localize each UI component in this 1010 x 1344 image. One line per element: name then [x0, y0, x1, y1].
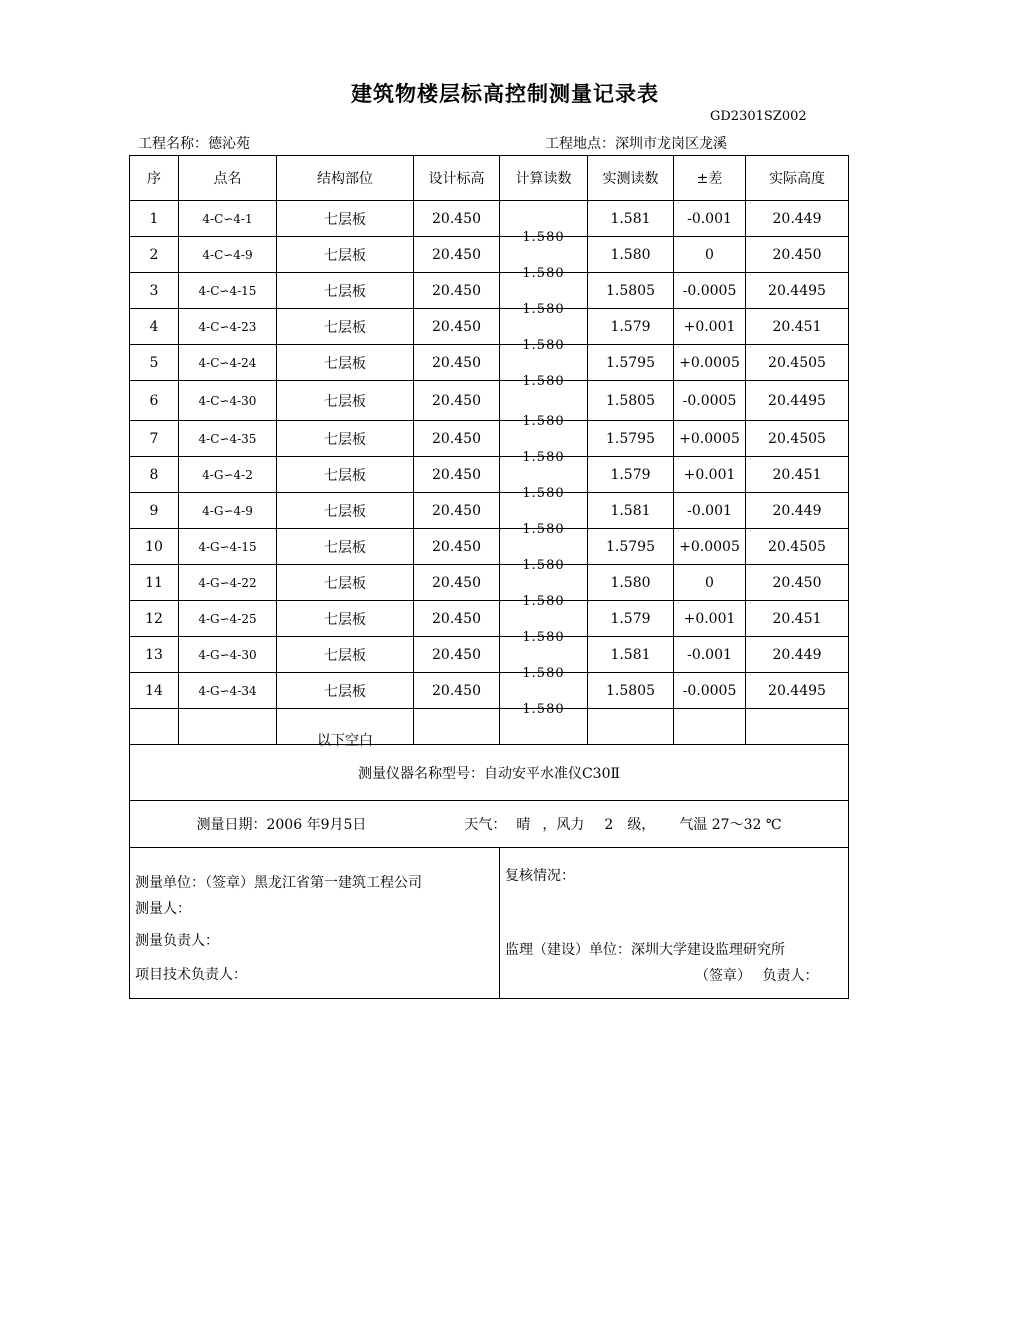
cell-diff: -0.001 [674, 493, 746, 529]
cell-design: 20.450 [414, 493, 500, 529]
cell-point: 4-C∽4-30 [179, 381, 277, 421]
cell-point: 4-C∽4-9 [179, 237, 277, 273]
cell-no: 1 [130, 201, 179, 237]
blank-row [130, 709, 849, 745]
table-row [130, 345, 849, 381]
cell-design: 20.450 [414, 421, 500, 457]
date-row [130, 801, 849, 848]
cell-calc [500, 345, 588, 389]
calc-reading: 1.580 [522, 302, 565, 317]
survey-unit: 测量单位：（签章）黑龙江省第一建筑工程公司 [135, 875, 422, 891]
cell-calc [500, 273, 588, 317]
cell-design: 20.450 [414, 637, 500, 673]
cell-point: 4-C∽4-24 [179, 345, 277, 381]
table-row [130, 309, 849, 345]
cell-design: 20.450 [414, 601, 500, 637]
cell-actual: 20.450 [746, 565, 849, 601]
cell-no: 9 [130, 493, 179, 529]
empty-cell [674, 709, 746, 745]
cell-part: 七层板 [277, 201, 414, 237]
calc-reading: 1.580 [522, 702, 565, 717]
calc-reading: 1.580 [522, 374, 565, 389]
cell-part: 七层板 [277, 237, 414, 273]
header-cell: ±差 [674, 156, 746, 201]
review-cell [500, 848, 849, 999]
calc-reading: 1.580 [522, 486, 565, 501]
cell-design: 20.450 [414, 273, 500, 309]
cell-point: 4-G∽4-2 [179, 457, 277, 493]
cell-diff: -0.001 [674, 201, 746, 237]
project-location: 工程地点：深圳市龙岗区龙溪 [545, 136, 727, 152]
project-name: 工程名称：德沁苑 [138, 136, 250, 152]
calc-reading: 1.580 [522, 450, 565, 465]
cell-part: 七层板 [277, 493, 414, 529]
weather-value: 晴 [516, 817, 531, 833]
cell-design: 20.450 [414, 381, 500, 421]
calc-reading: 1.580 [522, 630, 565, 645]
cell-actual: 20.4495 [746, 381, 849, 421]
empty-cell [130, 709, 179, 745]
supervisor-unit: 监理（建设）单位：深圳大学建设监理研究所 [505, 942, 785, 958]
cell-actual: 20.449 [746, 201, 849, 237]
cell-actual: 20.4495 [746, 273, 849, 309]
cell-point: 4-C∽4-23 [179, 309, 277, 345]
cell-actual: 20.4505 [746, 529, 849, 565]
cell-actual: 20.451 [746, 457, 849, 493]
cell-part: 七层板 [277, 601, 414, 637]
cell-calc [500, 565, 588, 609]
cell-actual: 20.451 [746, 601, 849, 637]
calc-reading: 1.580 [522, 266, 565, 281]
table-row [130, 237, 849, 273]
table-row [130, 529, 849, 565]
document-code: GD2301SZ002 [710, 109, 807, 124]
cell-actual: 20.4505 [746, 421, 849, 457]
cell-diff: +0.001 [674, 601, 746, 637]
header-cell: 结构部位 [277, 156, 414, 201]
cell-point: 4-G∽4-9 [179, 493, 277, 529]
wind-level: 2 [604, 817, 614, 833]
cell-design: 20.450 [414, 673, 500, 709]
cell-actual: 20.449 [746, 637, 849, 673]
table-row [130, 273, 849, 309]
signature-row [130, 848, 849, 999]
table-row [130, 601, 849, 637]
table-row [130, 637, 849, 673]
surveyor: 测量人： [135, 901, 191, 917]
table-row [130, 493, 849, 529]
cell-no: 2 [130, 237, 179, 273]
wind-label: ，风力 [542, 817, 585, 833]
cell-calc [500, 601, 588, 645]
supervisor-stamp: （签章） 负责人： [695, 968, 819, 984]
page-title: 建筑物楼层标高控制测量记录表 [351, 82, 659, 106]
cell-diff: 0 [674, 237, 746, 273]
cell-calc [500, 673, 588, 717]
cell-measured: 1.5805 [588, 673, 674, 709]
cell-calc [500, 201, 588, 245]
survey-leader: 测量负责人： [135, 933, 219, 949]
cell-measured: 1.581 [588, 493, 674, 529]
weather-label: 天气： [464, 817, 507, 833]
cell-part: 七层板 [277, 565, 414, 601]
calc-reading: 1.580 [522, 594, 565, 609]
cell-part: 七层板 [277, 381, 414, 421]
cell-no: 4 [130, 309, 179, 345]
cell-calc [500, 237, 588, 281]
survey-unit-cell [130, 848, 500, 999]
temperature: 气温 27～32 ℃ [679, 817, 782, 833]
cell-no: 8 [130, 457, 179, 493]
cell-design: 20.450 [414, 237, 500, 273]
empty-cell [179, 709, 277, 745]
instrument-row [130, 745, 849, 801]
cell-part: 七层板 [277, 637, 414, 673]
cell-measured: 1.5795 [588, 345, 674, 381]
table-row [130, 457, 849, 493]
calc-reading: 1.580 [522, 558, 565, 573]
cell-diff: +0.0005 [674, 529, 746, 565]
cell-point: 4-G∽4-30 [179, 637, 277, 673]
table-row [130, 565, 849, 601]
survey-date: 测量日期：2006 年9月5日 [196, 817, 367, 833]
cell-no: 3 [130, 273, 179, 309]
cell-no: 6 [130, 381, 179, 421]
cell-part: 七层板 [277, 421, 414, 457]
cell-point: 4-C∽4-15 [179, 273, 277, 309]
cell-design: 20.450 [414, 529, 500, 565]
cell-actual: 20.450 [746, 237, 849, 273]
cell-calc [500, 421, 588, 465]
cell-point: 4-G∽4-34 [179, 673, 277, 709]
empty-cell [746, 709, 849, 745]
cell-part: 七层板 [277, 309, 414, 345]
cell-measured: 1.580 [588, 565, 674, 601]
cell-actual: 20.4505 [746, 345, 849, 381]
cell-calc [500, 381, 588, 429]
table-row [130, 381, 849, 421]
cell-calc [500, 493, 588, 537]
cell-measured: 1.579 [588, 457, 674, 493]
cell-diff: +0.001 [674, 309, 746, 345]
header-cell: 点名 [179, 156, 277, 201]
cell-no: 14 [130, 673, 179, 709]
cell-measured: 1.5805 [588, 273, 674, 309]
cell-no: 5 [130, 345, 179, 381]
blank-note-cell [277, 709, 414, 749]
cell-measured: 1.581 [588, 637, 674, 673]
cell-point: 4-C∽4-35 [179, 421, 277, 457]
cell-diff: +0.0005 [674, 421, 746, 457]
cell-design: 20.450 [414, 565, 500, 601]
cell-part: 七层板 [277, 457, 414, 493]
cell-no: 12 [130, 601, 179, 637]
cell-part: 七层板 [277, 529, 414, 565]
cell-calc [500, 637, 588, 681]
cell-measured: 1.5795 [588, 529, 674, 565]
cell-design: 20.450 [414, 345, 500, 381]
header-cell: 实际高度 [746, 156, 849, 201]
cell-design: 20.450 [414, 309, 500, 345]
cell-point: 4-G∽4-22 [179, 565, 277, 601]
cell-part: 七层板 [277, 345, 414, 381]
cell-part: 七层板 [277, 273, 414, 309]
header-cell: 计算读数 [500, 156, 588, 201]
cell-part: 七层板 [277, 673, 414, 709]
cell-calc [500, 529, 588, 573]
cell-diff: -0.001 [674, 637, 746, 673]
empty-cell [414, 709, 500, 745]
cell-no: 10 [130, 529, 179, 565]
table-row [130, 201, 849, 237]
cell-diff: -0.0005 [674, 273, 746, 309]
table-row [130, 421, 849, 457]
calc-reading: 1.580 [522, 230, 565, 245]
cell-measured: 1.579 [588, 601, 674, 637]
cell-no: 7 [130, 421, 179, 457]
blank-note: 以下空白 [317, 733, 373, 749]
tech-leader: 项目技术负责人： [135, 967, 247, 983]
header-cell: 设计标高 [414, 156, 500, 201]
cell-diff: -0.0005 [674, 381, 746, 421]
header-cell: 实测读数 [588, 156, 674, 201]
table-header-row [130, 156, 849, 201]
header-cell: 序 [130, 156, 179, 201]
date-cell [130, 801, 849, 848]
cell-diff: +0.0005 [674, 345, 746, 381]
cell-no: 11 [130, 565, 179, 601]
cell-measured: 1.580 [588, 237, 674, 273]
instrument-text: 测量仪器名称型号：自动安平水准仪C30Ⅱ [130, 745, 849, 801]
cell-point: 4-C∽4-1 [179, 201, 277, 237]
record-table [129, 155, 849, 999]
cell-actual: 20.449 [746, 493, 849, 529]
cell-diff: 0 [674, 565, 746, 601]
cell-design: 20.450 [414, 457, 500, 493]
calc-reading: 1.580 [522, 666, 565, 681]
cell-design: 20.450 [414, 201, 500, 237]
cell-diff: +0.001 [674, 457, 746, 493]
cell-point: 4-G∽4-25 [179, 601, 277, 637]
calc-reading: 1.580 [522, 414, 565, 429]
cell-diff: -0.0005 [674, 673, 746, 709]
cell-no: 13 [130, 637, 179, 673]
cell-calc [500, 309, 588, 353]
cell-calc [500, 457, 588, 501]
table-row [130, 673, 849, 709]
empty-cell [588, 709, 674, 745]
cell-actual: 20.4495 [746, 673, 849, 709]
cell-measured: 1.581 [588, 201, 674, 237]
review-status: 复核情况： [505, 868, 575, 884]
cell-measured: 1.5795 [588, 421, 674, 457]
calc-reading: 1.580 [522, 522, 565, 537]
cell-point: 4-G∽4-15 [179, 529, 277, 565]
cell-measured: 1.579 [588, 309, 674, 345]
cell-actual: 20.451 [746, 309, 849, 345]
calc-reading: 1.580 [522, 338, 565, 353]
wind-unit: 级， [627, 817, 656, 833]
cell-measured: 1.5805 [588, 381, 674, 421]
